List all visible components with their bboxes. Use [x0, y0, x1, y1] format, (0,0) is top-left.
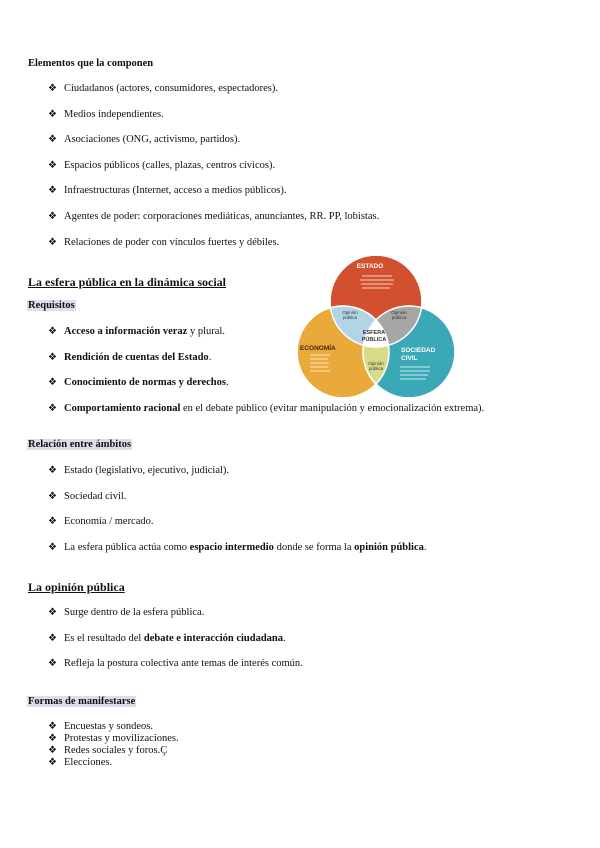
list-item: ❖ Comportamiento racional en el debate público (evitar manipulación y emocionalización extrema).	[48, 402, 485, 414]
list-item: ❖ Economía / mercado.	[48, 516, 154, 528]
heading-requisitos: Requisitos	[28, 300, 75, 311]
list-item: ❖ Rendición de cuentas del Estado.	[48, 351, 212, 363]
venn-sociedad-label-1: SOCIEDAD	[401, 347, 436, 354]
heading-opinion-publica: La opinión pública	[28, 580, 125, 594]
heading-relacion: Relación entre ámbitos	[28, 439, 132, 450]
diamond-bullet-icon: ❖	[48, 402, 57, 414]
list-formas	[48, 721, 179, 769]
venn-op-left-2: pública	[342, 315, 358, 320]
list-item: ❖ Infraestructuras (Internet, acceso a medios públicos).	[48, 185, 287, 197]
diamond-bullet-icon: ❖	[48, 351, 57, 363]
diamond-bullet-icon: ❖	[48, 108, 57, 120]
venn-estado-label: ESTADO	[356, 263, 384, 270]
diamond-bullet-icon: ❖	[48, 516, 57, 528]
list-relacion	[48, 464, 427, 566]
diamond-bullet-icon: ❖	[48, 541, 57, 553]
diamond-bullet-icon: ❖	[48, 632, 57, 644]
list-item: ❖ Estado (legislativo, ejecutivo, judicial).	[48, 465, 230, 476]
diamond-bullet-icon: ❖	[48, 745, 57, 756]
venn-op-right-2: pública	[391, 315, 407, 320]
venn-sociedad-label-2: CIVIL	[401, 355, 418, 362]
venn-op-bottom-2: pública	[368, 366, 384, 371]
venn-op-left-1: Opinión	[342, 310, 358, 315]
venn-economia-label: ECONOMÍA	[300, 345, 336, 352]
diamond-bullet-icon: ❖	[48, 159, 57, 171]
diamond-bullet-icon: ❖	[48, 607, 57, 618]
list-item: ❖ Es el resultado del debate e interacción ciudadana.	[48, 632, 286, 644]
diamond-bullet-icon: ❖	[48, 490, 57, 502]
diamond-bullet-icon: ❖	[48, 465, 57, 476]
list-item: ❖ Agentes de poder: corporaciones mediáticas, anunciantes, RR. PP, lobistas.	[48, 210, 380, 222]
diamond-bullet-icon: ❖	[48, 721, 57, 732]
heading-elementos: Elementos que la componen	[28, 58, 154, 69]
venn-center-label-1: ESFERA	[362, 330, 386, 336]
heading-esfera-publica: La esfera pública en la dinámica social	[28, 275, 226, 289]
list-item: ❖ Sociedad civil.	[48, 490, 127, 502]
diamond-bullet-icon: ❖	[48, 757, 57, 768]
list-item: ❖ Encuestas y sondeos.	[48, 721, 153, 732]
venn-op-bottom-1: Opinión	[368, 361, 384, 366]
list-item: ❖ Medios independientes.	[48, 108, 164, 120]
diamond-bullet-icon: ❖	[48, 733, 57, 744]
diamond-bullet-icon: ❖	[48, 134, 57, 146]
diamond-bullet-icon: ❖	[48, 210, 57, 222]
list-item: ❖ Protestas y movilizaciones.	[48, 733, 179, 744]
list-item: ❖ Surge dentro de la esfera pública.	[48, 607, 205, 618]
list-item: ❖ Acceso a información veraz y plural.	[48, 326, 225, 337]
list-elementos	[48, 82, 379, 261]
list-item: ❖ Relaciones de poder con vínculos fuertes y débiles.	[48, 236, 280, 248]
list-item: ❖ Conocimiento de normas y derechos.	[48, 377, 229, 389]
diamond-bullet-icon: ❖	[48, 236, 57, 248]
diamond-bullet-icon: ❖	[48, 83, 57, 94]
venn-op-right-1: Opinión	[391, 310, 407, 315]
diamond-bullet-icon: ❖	[48, 326, 57, 337]
diamond-bullet-icon: ❖	[48, 185, 57, 197]
list-item: ❖ Ciudadanos (actores, consumidores, espectadores).	[48, 83, 279, 94]
list-item: ❖ Asociaciones (ONG, activismo, partidos).	[48, 134, 241, 146]
list-item: ❖ Elecciones.	[48, 757, 113, 768]
list-item: ❖ La esfera pública actúa como espacio intermedio donde se forma la opinión pública.	[48, 541, 427, 553]
list-item: ❖ Redes sociales y foros.Ç	[48, 745, 168, 756]
venn-center-label-2: PÚBLICA	[361, 337, 387, 343]
list-item: ❖ Espacios públicos (calles, plazas, centros cívicos).	[48, 159, 276, 171]
diamond-bullet-icon: ❖	[48, 658, 57, 670]
list-opinion	[48, 606, 303, 683]
heading-formas: Formas de manifestarse	[28, 696, 136, 707]
list-item: ❖ Refleja la postura colectiva ante temas de interés común.	[48, 658, 303, 670]
venn-diagram	[288, 252, 464, 402]
diamond-bullet-icon: ❖	[48, 377, 57, 389]
